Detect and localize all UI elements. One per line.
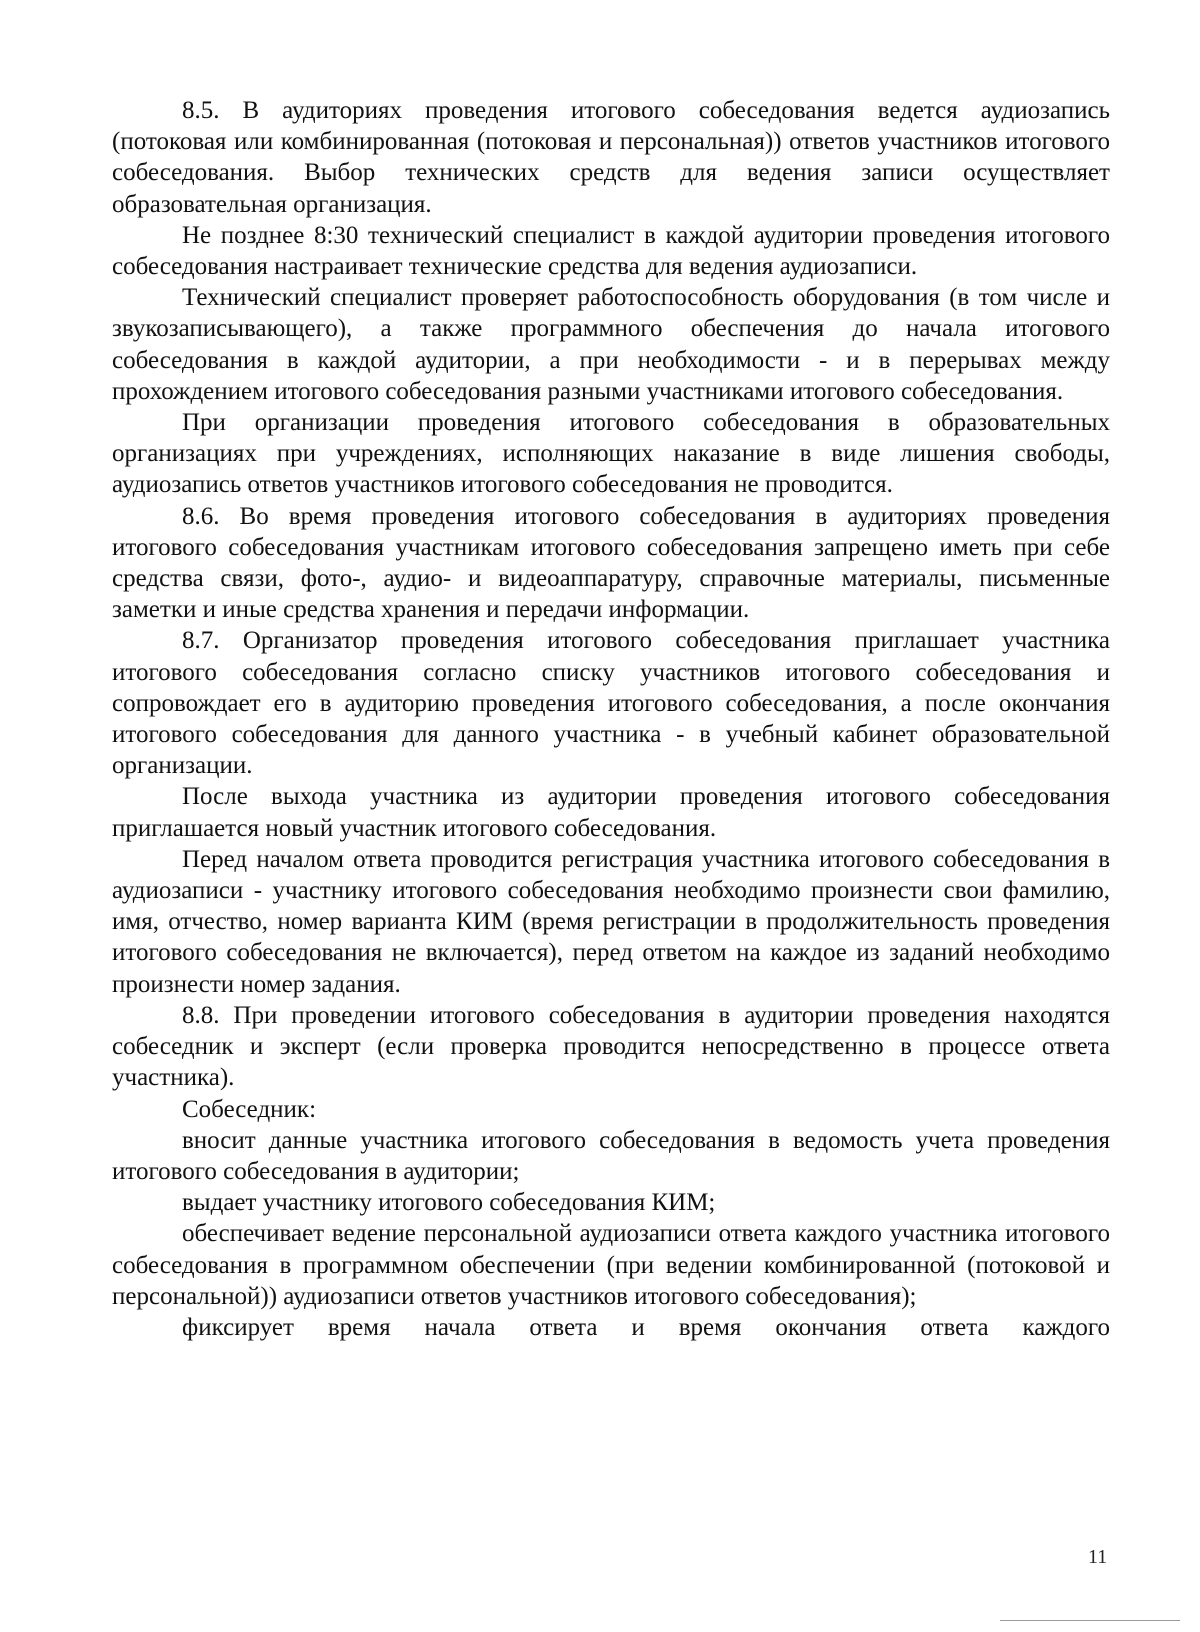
paragraph-setup-time: Не позднее 8:30 технический специалист в каждой аудитории проведения итогового собеседования настраивает технические средства для ведения аудиозаписи. xyxy=(112,221,1110,281)
paragraph-registration: Перед началом ответа проводится регистрация участника итогового собеседования в аудиозаписи - участнику итогового собеседования необходимо произнести свои фамилию, имя, отчество, номер варианта КИМ (время регистрации в продолжительность проведения итогового собеседования не включается), перед ответом на каждое из заданий необходимо произнести номер задания. xyxy=(112,845,1110,998)
paragraph-records-time: фиксирует время начала ответа и время окончания ответа каждого xyxy=(182,1313,1110,1341)
paragraph-next-participant: После выхода участника из аудитории проведения итогового собеседования приглашается новый участник итогового собеседования. xyxy=(112,783,1110,842)
paragraph-enters-data: вносит данные участника итогового собеседования в ведомость учета проведения итогового собеседования в аудитории; xyxy=(112,1126,1110,1185)
paragraph-issues-kim: выдает участнику итогового собеседования КИМ; xyxy=(182,1189,716,1217)
paragraph-8-5: 8.5. В аудиториях проведения итогового собеседования ведется аудиозапись (потоковая или комбинированная (потоковая и персональная)) ответов участников итогового собеседования. Выбор технических средств для ведения записи осуществляет образовательная организация. xyxy=(112,97,1110,218)
paragraph-equipment-check: Технический специалист проверяет работоспособность оборудования (в том числе и звукозаписывающего), а также программного обеспечения до начала итогового собеседования в каждой аудитории, а при необходимости - и в перерывах между прохождением итогового собеседования разными участниками итогового собеседования. xyxy=(112,284,1110,405)
page-number: 11 xyxy=(1088,1546,1108,1568)
paragraph-8-6: 8.6. Во время проведения итогового собеседования в аудиториях проведения итогового собеседования участникам итогового собеседования запрещено иметь при себе средства связи, фото-, аудио- и видеоаппаратуру, справочные материалы, письменные заметки и иные средства хранения и передачи информации. xyxy=(112,502,1110,624)
paragraph-8-8: 8.8. При проведении итогового собеседования в аудитории проведения находятся собеседник и эксперт (если проверка проводится непосредственно в процессе ответа участника). xyxy=(112,1001,1110,1092)
paragraph-interlocutor-heading: Собеседник: xyxy=(182,1095,317,1123)
paragraph-correctional-institutions: При организации проведения итогового собеседования в образовательных организациях при учреждениях, исполняющих наказание в виде лишения свободы, аудиозапись ответов участников итогового собеседования не проводится. xyxy=(112,409,1110,499)
paragraph-8-7: 8.7. Организатор проведения итогового собеседования приглашает участника итогового собеседования согласно списку участников итогового собеседования и сопровождает его в аудиторию проведения итогового собеседования, а после окончания итогового собеседования для данного участника - в учебный кабинет образовательной организации. xyxy=(112,627,1110,780)
document-body xyxy=(112,95,1110,1343)
footer-divider xyxy=(1000,1620,1180,1621)
paragraph-personal-recording: обеспечивает ведение персональной аудиозаписи ответа каждого участника итогового собеседования в программном обеспечении (при ведении комбинированной (потоковой и персональной)) аудиозаписи ответов участников итогового собеседования); xyxy=(112,1220,1110,1310)
